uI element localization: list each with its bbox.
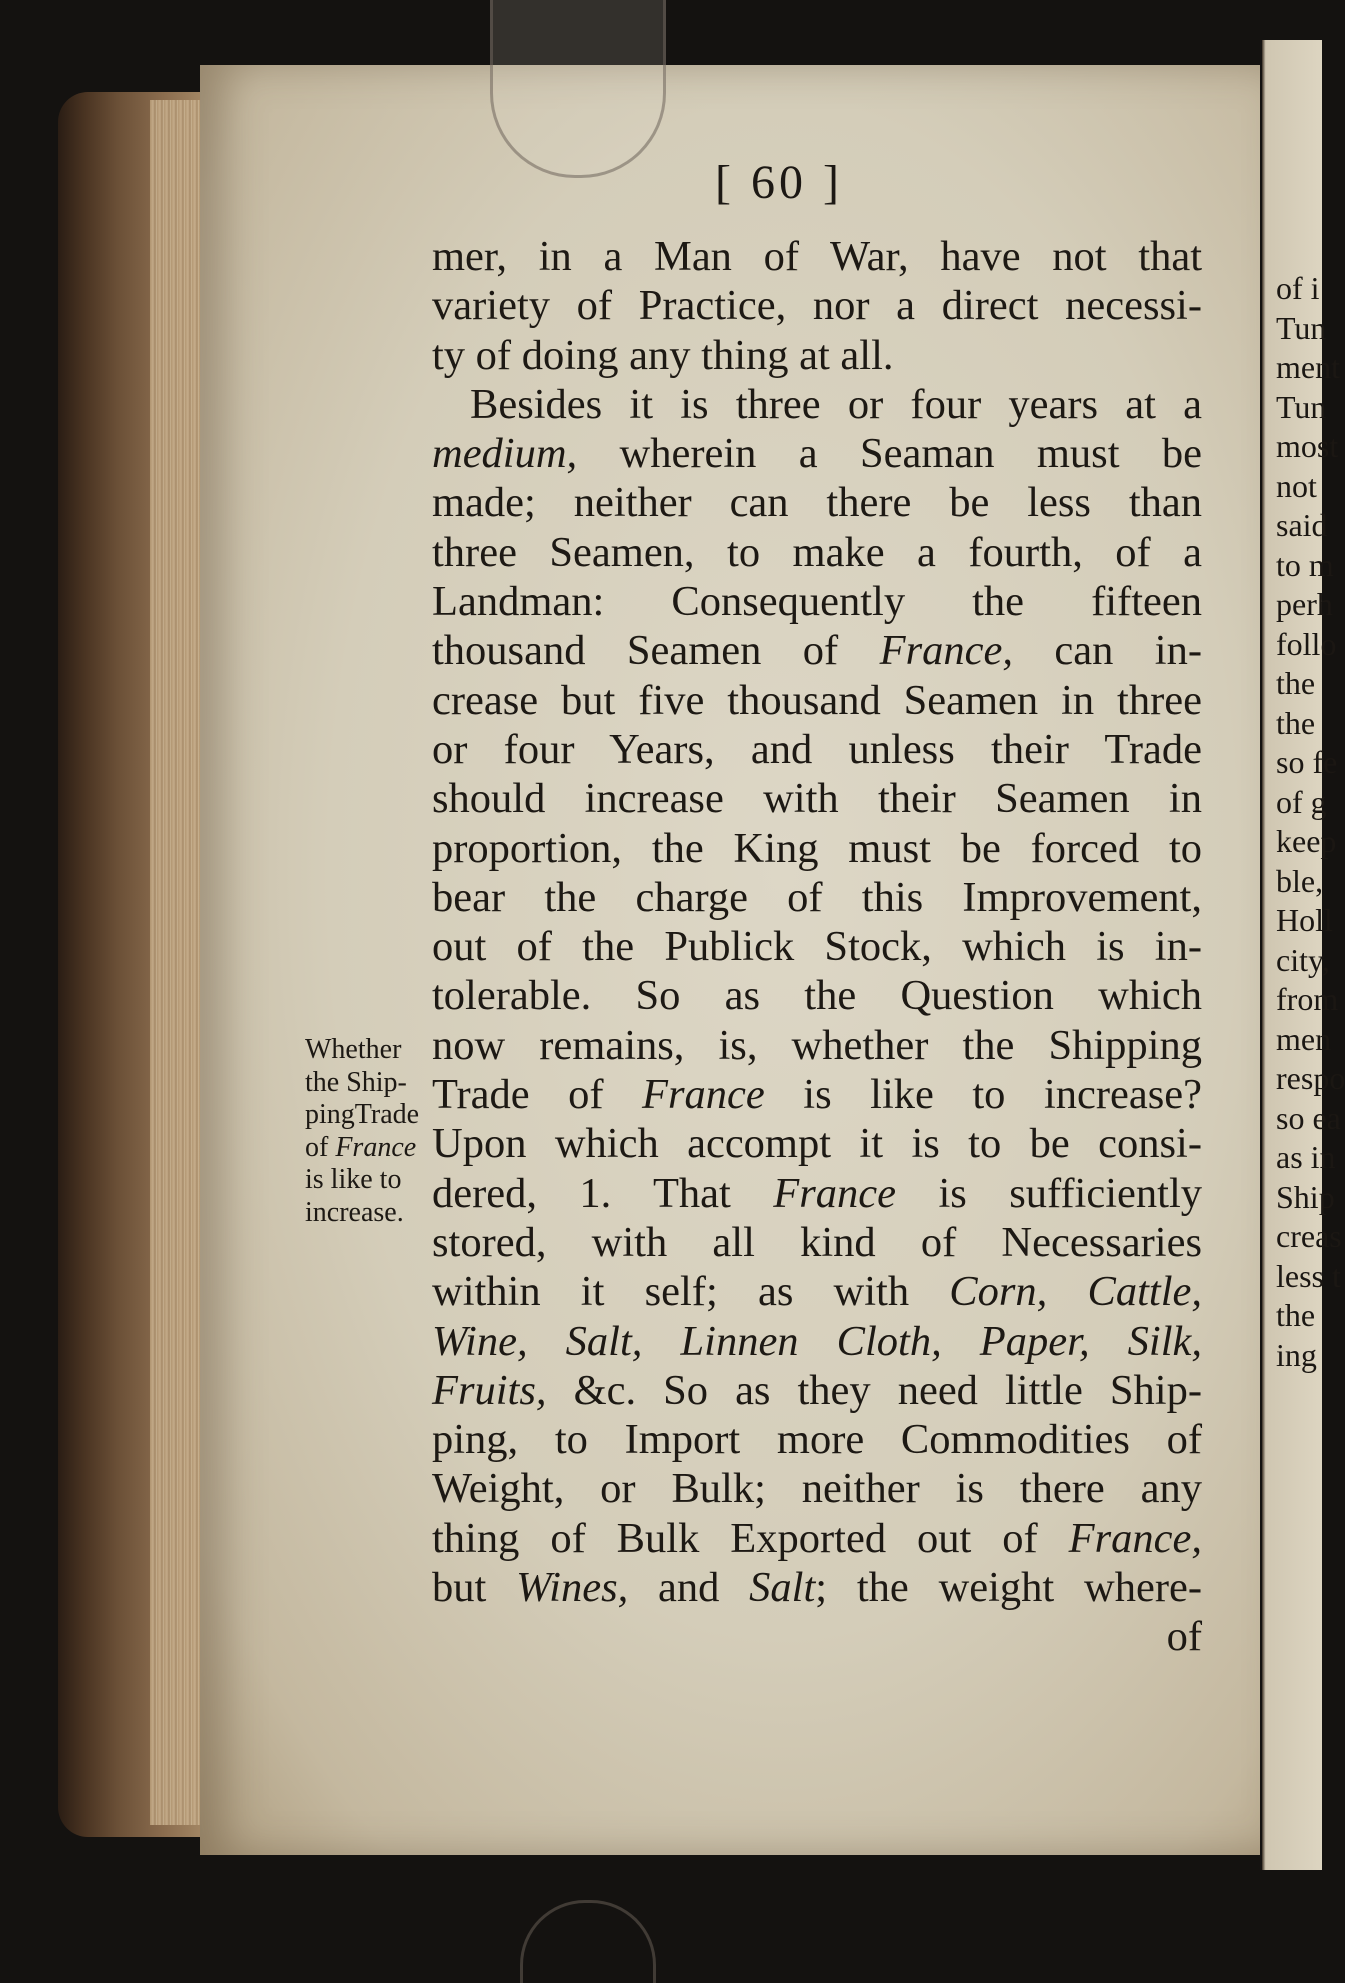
facing-page-fragment: of i bbox=[1276, 270, 1320, 306]
text-line bbox=[432, 1514, 1202, 1563]
text-line bbox=[432, 1366, 1202, 1415]
margin-note-line bbox=[305, 1164, 440, 1197]
text-run: or four Years, and unless their Trade bbox=[432, 725, 1202, 773]
facing-page-fragment: ing bbox=[1276, 1336, 1317, 1373]
text-run: bear the charge of this Improvement, bbox=[432, 873, 1202, 921]
facing-page-fragment: of g bbox=[1276, 783, 1327, 820]
facing-page-fragment: keep bbox=[1276, 823, 1337, 859]
facing-page-fragment: to m bbox=[1276, 546, 1334, 583]
text-run: and bbox=[628, 1564, 750, 1612]
text-run: mer, in a Man of War, have not that bbox=[432, 233, 1202, 280]
facing-page-fragment: from bbox=[1276, 981, 1339, 1017]
text-line bbox=[432, 1021, 1202, 1070]
text-line bbox=[432, 1070, 1202, 1119]
text-run: tolerable. So as the Question which bbox=[432, 972, 1202, 1020]
text-run: within it self; as with bbox=[432, 1268, 950, 1316]
facing-page-fragment: Ship bbox=[1276, 1178, 1335, 1215]
text-line bbox=[432, 725, 1202, 774]
margin-note-line bbox=[305, 1067, 440, 1100]
facing-page-fragment: city, bbox=[1276, 941, 1330, 978]
facing-page-fragment: ble, bbox=[1276, 862, 1324, 899]
text-run: &c. So as they need little Ship- bbox=[546, 1366, 1202, 1414]
text-run: is sufficiently bbox=[896, 1169, 1202, 1217]
text-line bbox=[432, 331, 1202, 380]
italic-text: Salt bbox=[749, 1564, 816, 1612]
body-text bbox=[432, 232, 1202, 1662]
italic-text: medium, bbox=[432, 430, 578, 478]
text-run: pingTrade bbox=[305, 1099, 420, 1130]
text-line bbox=[432, 824, 1202, 873]
text-run: ty of doing any thing at all. bbox=[432, 331, 894, 379]
text-run: variety of Practice, nor a direct necessi- bbox=[432, 282, 1202, 330]
text-run: thousand Seamen of bbox=[432, 627, 880, 675]
facing-page-fragment: Tun bbox=[1276, 388, 1327, 425]
text-run: stored, with all kind of Necessaries bbox=[432, 1218, 1202, 1266]
text-run: of bbox=[1166, 1613, 1202, 1661]
margin-note-line bbox=[305, 1197, 440, 1230]
margin-note bbox=[305, 1034, 440, 1229]
text-line bbox=[432, 971, 1202, 1020]
text-line bbox=[432, 1119, 1202, 1168]
text-line bbox=[432, 232, 1202, 281]
facing-page-fragment: ment bbox=[1276, 349, 1340, 385]
text-run: proportion, the King must be forced to bbox=[432, 824, 1202, 872]
text-line bbox=[432, 1317, 1202, 1366]
facing-page-fragment: so fe bbox=[1276, 744, 1338, 780]
text-run: Weight, or Bulk; neither is there any bbox=[432, 1465, 1202, 1513]
facing-page-fragment: perh bbox=[1276, 586, 1333, 622]
text-run: is like to bbox=[305, 1164, 402, 1195]
text-run: wherein a Seaman must be bbox=[577, 430, 1202, 478]
text-line bbox=[432, 1415, 1202, 1464]
text-line bbox=[432, 1267, 1202, 1316]
text-line bbox=[432, 478, 1202, 527]
text-line bbox=[432, 380, 1202, 429]
facing-page-fragment: not bbox=[1276, 467, 1317, 504]
italic-text: Wines, bbox=[516, 1564, 629, 1612]
text-run: made; neither can there be less than bbox=[432, 479, 1202, 527]
text-line bbox=[432, 1464, 1202, 1513]
italic-text: France, bbox=[1068, 1514, 1202, 1562]
facing-page-fragment: men bbox=[1276, 1020, 1332, 1057]
facing-page-fragment: said bbox=[1276, 507, 1328, 543]
text-run: the Ship- bbox=[305, 1066, 407, 1098]
margin-note-line bbox=[305, 1132, 440, 1165]
text-run: out of the Publick Stock, which is in- bbox=[432, 923, 1202, 971]
facing-page-fragment: less t bbox=[1276, 1257, 1341, 1294]
text-run: should increase with their Seamen in bbox=[432, 775, 1202, 823]
italic-text: France, bbox=[879, 627, 1013, 675]
facing-page-fragment: creas bbox=[1276, 1218, 1342, 1254]
italic-text: Fruits, bbox=[432, 1366, 547, 1414]
text-run: Trade of bbox=[432, 1071, 643, 1119]
text-line bbox=[432, 577, 1202, 626]
italic-text: France bbox=[335, 1131, 417, 1163]
text-run: three Seamen, to make a fourth, of a bbox=[432, 528, 1202, 576]
italic-text: Wine, Salt, Linnen Cloth, Paper, Silk, bbox=[432, 1317, 1202, 1365]
page-clip-bottom bbox=[520, 1900, 656, 1983]
text-line bbox=[432, 281, 1202, 330]
text-run: thing of Bulk Exported out of bbox=[432, 1514, 1069, 1562]
text-run: Besides it is three or four years at a bbox=[470, 380, 1202, 428]
facing-page-fragment: the bbox=[1276, 665, 1316, 701]
text-run: crease but five thousand Seamen in three bbox=[432, 676, 1202, 724]
text-line bbox=[432, 1612, 1202, 1661]
facing-page-fragment: so ea bbox=[1276, 1099, 1341, 1136]
text-line bbox=[432, 676, 1202, 725]
facing-page-fragment: follo bbox=[1276, 625, 1337, 662]
text-run: increase. bbox=[305, 1196, 404, 1228]
text-line bbox=[432, 429, 1202, 478]
facing-page-edge bbox=[1262, 40, 1345, 1870]
text-line bbox=[432, 774, 1202, 823]
margin-note-line bbox=[305, 1034, 440, 1067]
text-line bbox=[432, 1169, 1202, 1218]
page-number: [ 60 ] bbox=[715, 156, 843, 209]
text-line bbox=[432, 1563, 1202, 1612]
text-run: Landman: Consequently the fifteen bbox=[432, 578, 1202, 626]
text-run: ; the weight where- bbox=[815, 1564, 1202, 1612]
text-line bbox=[432, 1218, 1202, 1267]
facing-page-fragment: most bbox=[1276, 428, 1339, 464]
text-run: Upon which accompt it is to be consi- bbox=[432, 1120, 1202, 1168]
italic-text: France bbox=[773, 1169, 897, 1217]
text-line bbox=[432, 873, 1202, 922]
text-run: now remains, is, whether the Shipping bbox=[432, 1021, 1202, 1069]
italic-text: France bbox=[642, 1071, 765, 1119]
page-clip-top bbox=[490, 0, 666, 178]
text-run: is like to increase? bbox=[764, 1071, 1203, 1119]
facing-page-fragment: Tun bbox=[1276, 309, 1327, 346]
italic-text: Corn, Cattle, bbox=[949, 1268, 1202, 1316]
margin-note-line bbox=[305, 1099, 440, 1132]
text-run: ping, to Import more Commodities of bbox=[432, 1416, 1202, 1464]
facing-page-fragment: the bbox=[1276, 1297, 1316, 1333]
text-line bbox=[432, 922, 1202, 971]
text-run: Whether bbox=[305, 1034, 402, 1065]
text-run: can in- bbox=[1012, 627, 1202, 675]
text-run: but bbox=[432, 1564, 517, 1612]
facing-page-fragment: Holl bbox=[1276, 902, 1333, 938]
text-run: dered, 1. That bbox=[432, 1169, 774, 1217]
facing-page-fragment: as in bbox=[1276, 1139, 1336, 1175]
text-line bbox=[432, 626, 1202, 675]
text-run: of bbox=[305, 1131, 336, 1163]
facing-page-fragment: the bbox=[1276, 704, 1316, 741]
text-line bbox=[432, 528, 1202, 577]
facing-page-fragment: respo bbox=[1276, 1060, 1345, 1096]
